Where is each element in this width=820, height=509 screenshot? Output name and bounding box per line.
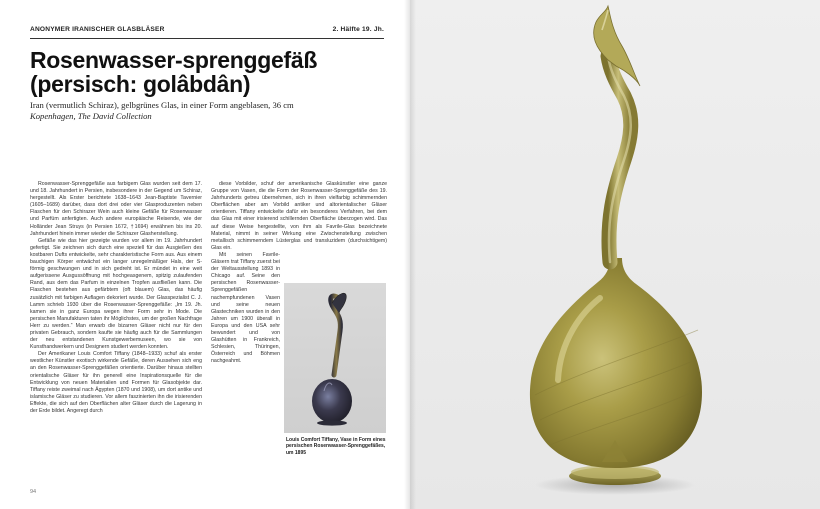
rosewater-sprinkler-photo bbox=[410, 0, 820, 509]
object-details bbox=[30, 100, 390, 121]
title-line-1: Rosenwasser-sprenggefäß bbox=[30, 47, 318, 73]
book-gutter bbox=[404, 0, 416, 509]
running-head bbox=[30, 24, 384, 38]
running-head-date: 2. Hälfte 19. Jh. bbox=[332, 26, 384, 33]
header-rule bbox=[30, 38, 384, 39]
object-location: Kopenhagen, The David Collection bbox=[30, 110, 152, 121]
paragraph: diese Vorbilder, schuf der amerikanische Glaskünstler eine ganze Gruppe von Vasen, die die Form der Rosenwasser-Sprenggefäße des 19. Jahrhunderts getreu übernehmen, sich in ihren vielfarbig schimmernden Oberflächen aber am Vorbild antiker und altorientalischer Gläser orientieren. Tiffany entwickelte dafür ein besonderes Verfahren, bei dem das Glas mit einer irisierend schillernden Oberfläche überzogen wird. Das auf diese Weise hergestellte, von ihm als Favrile-Glas bezeichnete Material, nimmt in seiner Wirkung eine Zwischenstellung zwischen metallisch schimmerndem Lüsterglas und transluzidem (durchsichtigem) Glas ein. bbox=[211, 181, 387, 251]
object-material: Iran (vermutlich Schiraz), gelbgrünes Glas, in einer Form angeblasen, 36 cm bbox=[30, 100, 294, 110]
paragraph: Der Amerikaner Louis Comfort Tiffany (1848–1933) schuf als erster westlicher Künstler exotisch wirkende Gefäße, deren Aussehen sich eng an den Rosenwasser-Sprenggefäßen orientierte. Darüber hinaus stellten orientalische Gläser für ihn generell eine Inspirationsquelle für die Entwicklung von neuen Materialien und Formen für Glasobjekte dar. Tiffany reiste zweimal nach Ägypten (1870 und 1908), um dort antike und islamische Gläser zu studieren. Vor allem faszinierten ihn die irisierenden Effekte, die sich auf den Oberflächen alter Gläser durch die Lagerung in der Erde bildet. Angeregt durch bbox=[30, 351, 202, 414]
running-head-artist: ANONYMER IRANISCHER GLASBLÄSER bbox=[30, 26, 165, 33]
title-line-2: (persisch: golâbdân) bbox=[30, 71, 251, 97]
page-title bbox=[30, 48, 390, 96]
paragraph: Gefäße wie das hier gezeigte wurden vor allem im 19. Jahrhundert gefertigt. Sie zeichnen sich durch eine speziell für das Ausgießen des kostbaren Dufts entwickelte, sehr charakteristische Form aus. Aus einem bauchigen Körper entwächst ein langer unregelmäßiger Hals, der S-förmig geschwungen und in sich gedreht ist. Er mündet in eine weit aufgerissene Ausgussöffnung mit hochgeasgenem, spitzig zulaufenden Rand, aus dem das Parfum in einzelnen Tropfen ausfließen kann. Die Flaschen bestehen aus gefärbtem (oft blauem) Glas, das häufig zusätzlich mit farbigen Auflagen dekoriert wurde. Der Glasspezialist C. J. Lamm schrieb 1930 über die Rosenwasser-Sprenggefäße: „Im 19. Jh. kamen sie in ganz Europa wegen ihrer Form sehr in Mode. Die persischen Manufakturen taten ihr Möglichstes, um der großen Nachfrage Herr zu werden.“ Man erwarb die bizarren Gläser nicht nur für den privaten Gebrauch, sondern kaufte sie häufig auch für die Sammlungen der neu entstandenen Kunstgewerbemuseen, wo sie von Kunsthandwerkern und Designern studiert werden konnten. bbox=[30, 237, 202, 351]
right-page bbox=[410, 0, 820, 509]
tiffany-vase-photo bbox=[284, 283, 386, 433]
page-number: 94 bbox=[30, 489, 37, 495]
inset-caption: Louis Comfort Tiffany, Vase in Form eines persischen Rosenwasser-Sprenggefäßes, um 1895 bbox=[286, 437, 386, 456]
paragraph: Rosenwasser-Sprenggefäße aus farbigem Glas wurden seit dem 17. und 18. Jahrhundert in Persien, insbesondere in der Gegend um Schiraz, hergestellt. Als Erster berichtete 1638–1643 Jean-Baptiste Tavernier (1605–1689) darüber, dass dort drei oder vier Glasproduzenten neben Flaschen für den Schirazer Wein auch kleine Gefäße für Rosenwasser und Parfüm anfertigten. Auch andere europäische Reisende, wie der Holländer Jean Struys (in Persien 1672, †1694) erwähnen bis ins 20. Jahrhundert hinein immer wieder die Schirazer Glasherstellung. bbox=[30, 181, 202, 237]
text-column-1 bbox=[30, 181, 202, 415]
paragraph: Mit seinen Favrile-Gläsern trat Tiffany zuerst bei der Weltausstellung 1893 in Chicago auf. Seine den persischen Rosenwasser-Sprenggefäßen nachempfundenen Vasen und seine neuen Glastechniken wurden in den Jahren um 1900 überall in Europa und den USA sehr bewundert und von Glashütten in Frankreich, Schlesien, Thüringen, Österreich und Böhmen nachgeahmt. bbox=[211, 251, 280, 365]
tiffany-vase-image bbox=[284, 283, 386, 433]
